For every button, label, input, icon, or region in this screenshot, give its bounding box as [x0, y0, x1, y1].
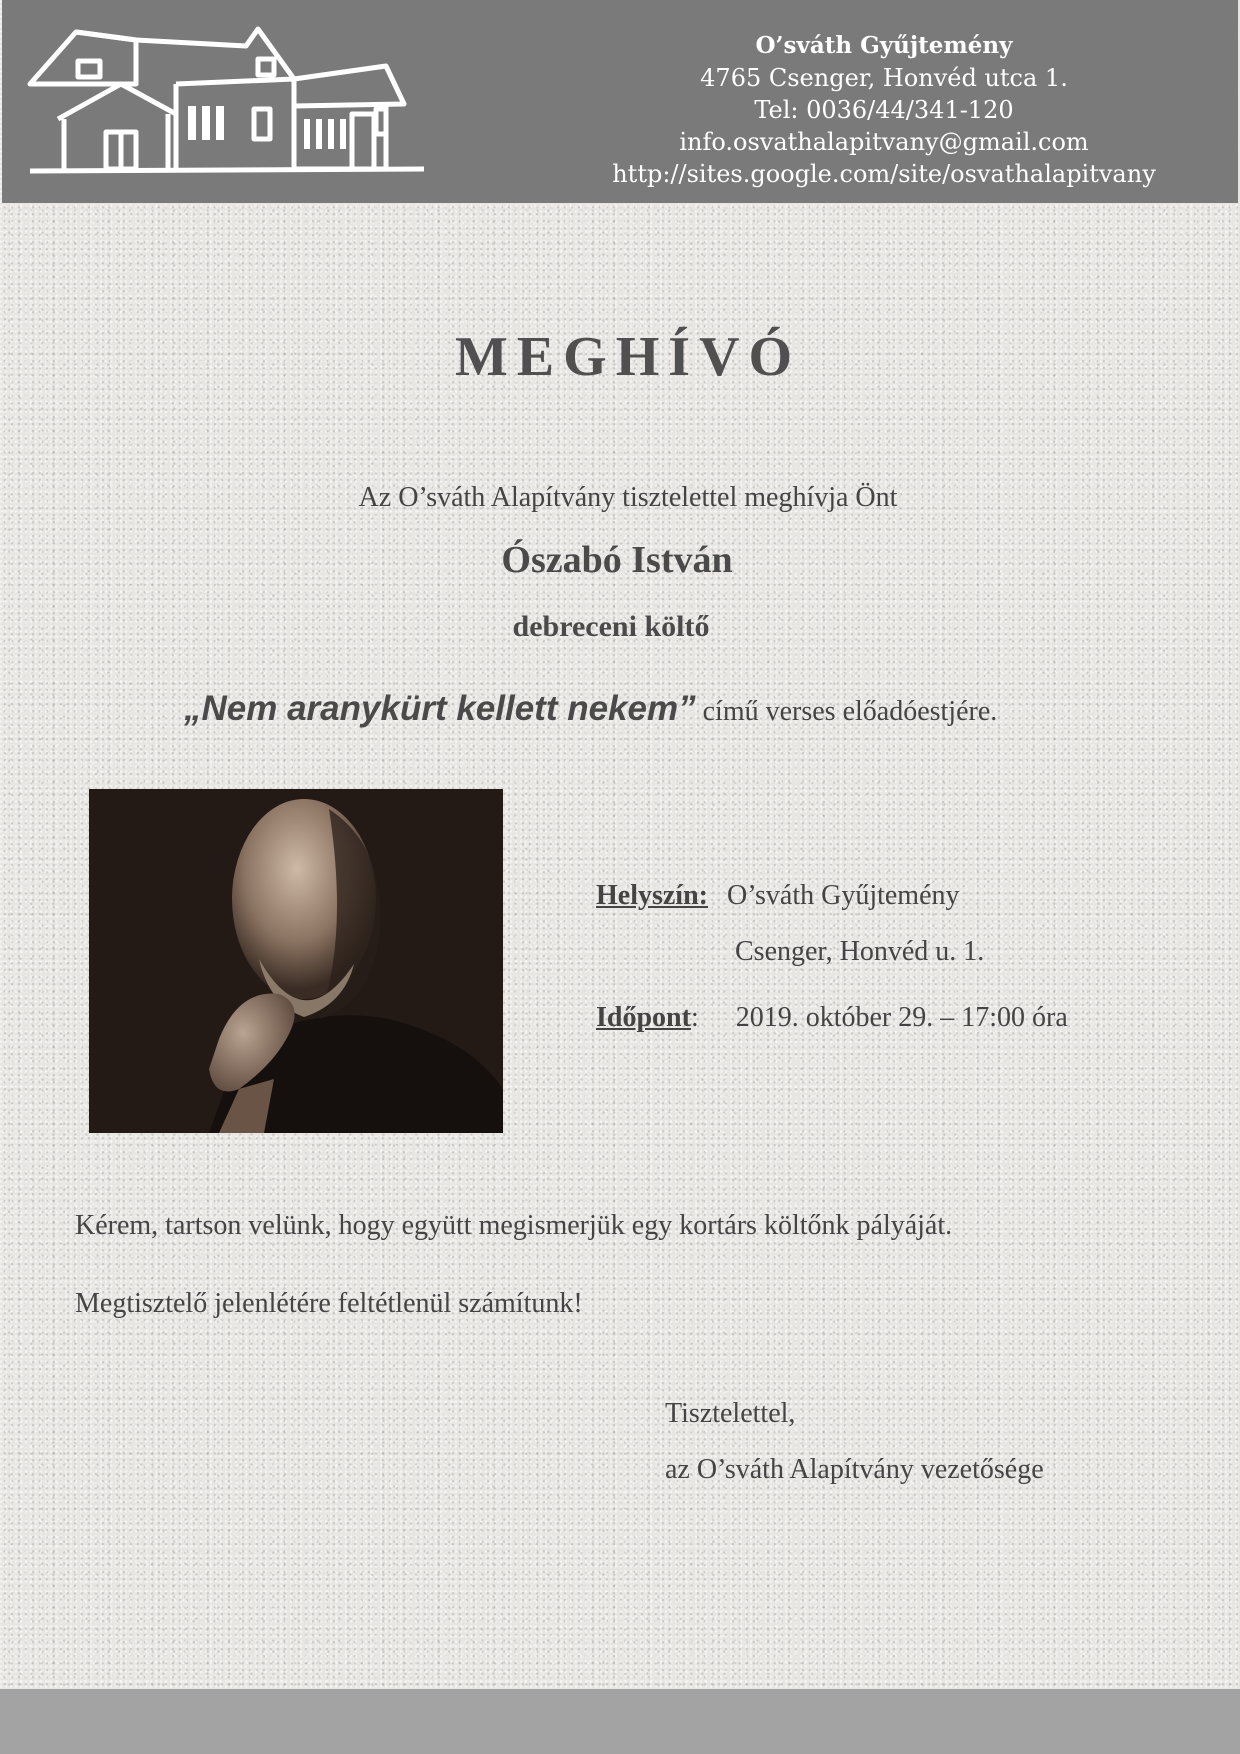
org-name: O’sváth Gyűjtemény: [755, 32, 1013, 59]
page-title: MEGHÍVÓ: [454, 326, 802, 388]
signer-text: az O’sváth Alapítvány vezetősége: [665, 1454, 1044, 1485]
venue-line2: Csenger, Honvéd u. 1.: [735, 936, 985, 967]
body-paragraph-2: Megtisztelő jelenlétére feltétlenül számítunk!: [75, 1288, 583, 1319]
phone: Tel: 0036/44/341-120: [754, 96, 1014, 124]
email-link[interactable]: info.osvathalapitvany@gmail.com: [679, 128, 1089, 156]
page-footer: [0, 1689, 1240, 1754]
time-value: 2019. október 29. – 17:00 óra: [735, 1002, 1068, 1033]
time-separator: :: [690, 1002, 699, 1033]
venue-row: [596, 880, 960, 912]
time-row: [596, 1002, 1068, 1034]
time-label: Időpont: [596, 1002, 691, 1033]
closing-text: Tisztelettel,: [665, 1398, 796, 1429]
poet-description: debreceni költő: [512, 610, 710, 643]
event-title: „Nem aranykürt kellett nekem”: [184, 689, 696, 728]
venue-line1: O’sváth Gyűjtemény: [727, 880, 960, 911]
portrait-drawing: [89, 789, 503, 1133]
event-suffix: című verses előadóestjére.: [695, 696, 998, 727]
contact-info: [554, 30, 1214, 190]
page-header: [2, 0, 1238, 203]
venue-label: Helyszín:: [596, 880, 708, 911]
intro-text: Az O’sváth Alapítvány tisztelettel meghívja Önt: [358, 482, 898, 513]
poet-portrait-photo: [89, 789, 503, 1133]
house-logo-icon: [26, 24, 426, 179]
website-link[interactable]: http://sites.google.com/site/osvathalapitvany: [612, 160, 1156, 188]
body-paragraph-1: Kérem, tartson velünk, hogy együtt megismerjük egy kortárs költőnk pályáját.: [75, 1210, 953, 1241]
event-line: [184, 689, 997, 729]
poet-name: Ószabó István: [501, 539, 733, 581]
address: 4765 Csenger, Honvéd utca 1.: [700, 64, 1068, 92]
